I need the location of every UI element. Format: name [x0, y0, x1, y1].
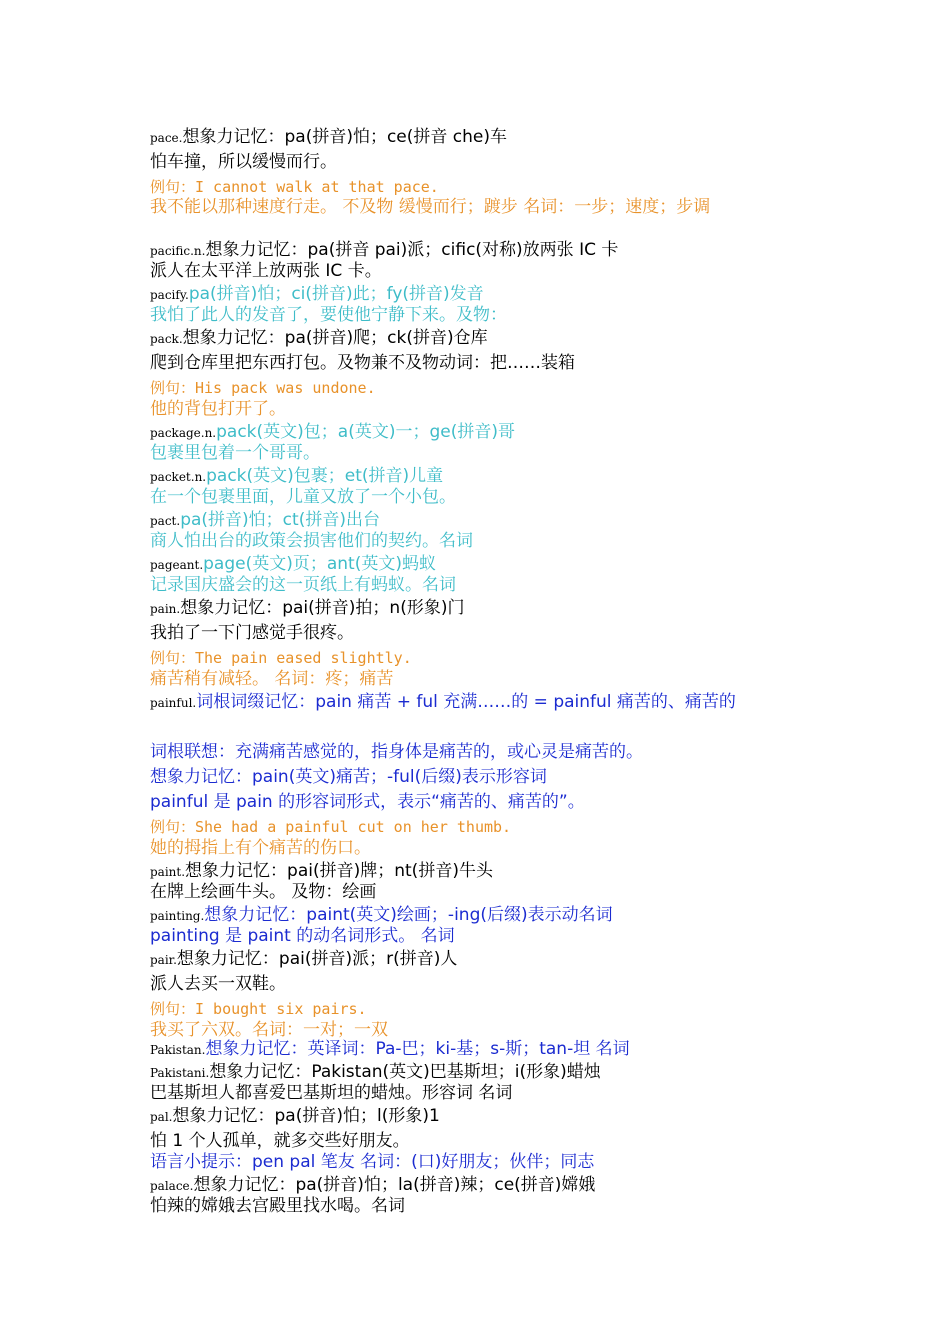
memory-text: 想象力记忆：pa(拼音)爬；ck(拼音)仓库 [182, 328, 488, 348]
headword: pageant. [150, 558, 204, 572]
memory-text: 词根词缀记忆：pain 痛苦 + ful 充满……的 = painful 痛苦的、痛苦的 [196, 692, 736, 712]
explanation-line: 我怕了此人的发音了，要使他宁静下来。及物： [150, 305, 507, 325]
entry-pacify [150, 284, 484, 306]
entry-pakistan [150, 1039, 630, 1061]
memory-line: 想象力记忆：pain(英文)痛苦；-ful(后缀)表示形容词 [150, 767, 547, 787]
explanation-line: 派人去买一双鞋。 [150, 974, 286, 994]
entry-pacific [150, 240, 618, 262]
memory-text: pack(英文)包裹；et(拼音)儿童 [206, 466, 444, 486]
entry-pack [150, 328, 488, 350]
explanation-line: 记录国庆盛会的这一页纸上有蚂蚁。名词 [150, 575, 456, 595]
entry-pair [150, 949, 457, 971]
memory-text: 想象力记忆：pai(拼音)拍；n(形象)门 [180, 598, 465, 618]
entry-painting [150, 905, 613, 927]
explanation-line: 我拍了一下门感觉手很疼。 [150, 623, 354, 643]
example-sentence: 例句：The pain eased slightly. [150, 649, 412, 667]
headword: pal. [150, 1110, 173, 1124]
memory-text: 想象力记忆：pa(拼音 pai)派；cific(对称)放两张 IC 卡 [205, 240, 619, 260]
example-sentence: 例句：I cannot walk at that pace. [150, 178, 439, 196]
memory-text: 想象力记忆：英译词：Pa-巴；ki-基；s-斯；tan-坦 名词 [205, 1039, 630, 1059]
translation-line: 他的背包打开了。 [150, 399, 286, 419]
headword: package.n. [150, 426, 217, 440]
explanation-line: 巴基斯坦人都喜爱巴基斯坦的蜡烛。形容词 名词 [150, 1083, 513, 1103]
explanation-line: painful 是 pain 的形容词形式，表示“痛苦的、痛苦的”。 [150, 792, 585, 812]
entry-pakistani [150, 1062, 601, 1084]
headword: palace. [150, 1179, 194, 1193]
headword: Pakistani. [150, 1066, 210, 1080]
headword: painful. [150, 696, 197, 710]
entry-pain [150, 598, 464, 620]
headword: pace. [150, 131, 183, 145]
translation-line: 我不能以那种速度行走。 不及物 缓慢而行；踱步 名词：一步；速度；步调 [150, 197, 711, 217]
memory-text: pack(英文)包；a(英文)一；ge(拼音)哥 [216, 422, 515, 442]
memory-text: 想象力记忆：pai(拼音)牌；nt(拼音)牛头 [185, 861, 493, 881]
memory-text: 想象力记忆：pa(拼音)怕；ce(拼音 che)车 [182, 127, 508, 147]
memory-text: page(英文)页；ant(英文)蚂蚁 [203, 554, 436, 574]
headword: packet.n. [150, 470, 207, 484]
entry-painful [150, 692, 800, 714]
headword: Pakistan. [150, 1043, 206, 1057]
entry-pageant [150, 554, 436, 576]
example-sentence: 例句：His pack was undone. [150, 379, 376, 397]
translation-line: 痛苦稍有减轻。 名词：疼；痛苦 [150, 669, 394, 689]
entry-pact [150, 510, 380, 532]
headword: pair. [150, 953, 177, 967]
explanation-line: 在一个包裹里面，儿童又放了一个小包。 [150, 487, 456, 507]
headword: pacific.n. [150, 244, 206, 258]
entry-palace [150, 1175, 595, 1197]
explanation-line: 怕辣的嫦娥去宫殿里找水喝。名词 [150, 1196, 405, 1216]
translation-line: 她的拇指上有个痛苦的伤口。 [150, 838, 371, 858]
explanation-line: painting 是 paint 的动名词形式。 名词 [150, 926, 455, 946]
example-sentence: 例句：She had a painful cut on her thumb. [150, 818, 512, 836]
explanation-line: 派人在太平洋上放两张 IC 卡。 [150, 261, 382, 281]
entry-pal [150, 1106, 440, 1128]
explanation-line: 怕 1 个人孤单，就多交些好朋友。 [150, 1131, 410, 1151]
entry-package [150, 422, 515, 444]
headword: pain. [150, 602, 181, 616]
entry-pace [150, 127, 507, 149]
headword: pacify. [150, 288, 189, 302]
entry-paint [150, 861, 493, 883]
memory-text: 想象力记忆：pa(拼音)怕；la(拼音)辣；ce(拼音)嫦娥 [193, 1175, 596, 1195]
explanation-line: 商人怕出台的政策会损害他们的契约。名词 [150, 531, 473, 551]
memory-text: 想象力记忆：Pakistan(英文)巴基斯坦；i(形象)蜡烛 [209, 1062, 601, 1082]
memory-text: 想象力记忆：pa(拼音)怕；l(形象)1 [172, 1106, 440, 1126]
entry-packet [150, 466, 443, 488]
root-association-line: 词根联想：充满痛苦感觉的，指身体是痛苦的，或心灵是痛苦的。 [150, 742, 643, 762]
explanation-line: 怕车撞，所以缓慢而行。 [150, 152, 337, 172]
headword: pact. [150, 514, 181, 528]
example-sentence: 例句：I bought six pairs. [150, 1000, 367, 1018]
headword: pack. [150, 332, 183, 346]
headword: paint. [150, 865, 186, 879]
memory-text: 想象力记忆：paint(英文)绘画；-ing(后缀)表示动名词 [204, 905, 613, 925]
explanation-line: 包裹里包着一个哥哥。 [150, 443, 320, 463]
explanation-line: 在牌上绘画牛头。 及物：绘画 [150, 882, 377, 902]
explanation-line: 爬到仓库里把东西打包。及物兼不及物动词：把……装箱 [150, 353, 575, 373]
memory-text: pa(拼音)怕；ci(拼音)此；fy(拼音)发音 [188, 284, 484, 304]
headword: painting. [150, 909, 205, 923]
memory-text: 想象力记忆：pai(拼音)派；r(拼音)人 [176, 949, 458, 969]
memory-text: pa(拼音)怕；ct(拼音)出台 [180, 510, 380, 530]
language-tip-line: 语言小提示：pen pal 笔友 名词：(口)好朋友；伙伴；同志 [150, 1152, 595, 1172]
translation-line: 我买了六双。名词：一对；一双 [150, 1020, 388, 1040]
